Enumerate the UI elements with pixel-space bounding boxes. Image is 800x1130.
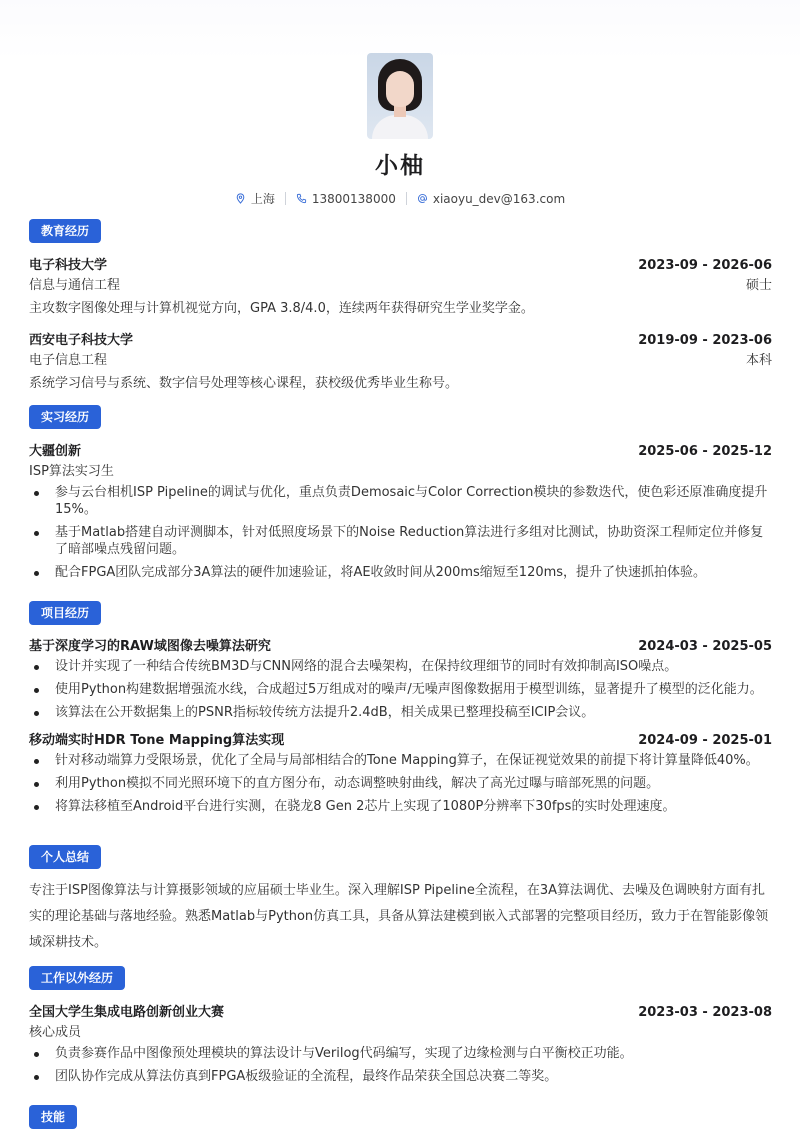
contact-location — [225, 190, 285, 207]
date-range: 2025-06 - 2025-12 — [638, 444, 772, 459]
location-text: 上海 — [250, 192, 275, 206]
education-section — [29, 219, 772, 394]
list-item: 利用Python模拟不同光照环境下的直方图分布，动态调整映射曲线，解决了高光过曝与暗部死黑的问题。 — [29, 775, 772, 792]
other-item — [29, 1001, 772, 1085]
location-icon — [235, 193, 246, 204]
candidate-name: 小柚 — [375, 153, 425, 179]
contact-info — [0, 190, 800, 207]
phone-icon — [296, 193, 307, 204]
school-name: 西安电子科技大学 — [29, 333, 134, 348]
email-text: xiaoyu_dev@163.com — [432, 191, 566, 206]
contact-email[interactable] — [407, 192, 575, 206]
section-title-internship: 实习经历 — [29, 405, 101, 429]
bullet-list — [29, 658, 772, 721]
project-item — [29, 635, 772, 721]
school-name: 电子科技大学 — [29, 258, 108, 273]
list-item: 该算法在公开数据集上的PSNR指标较传统方法提升2.4dB，相关成果已整理投稿至ICIP会议。 — [29, 704, 772, 721]
summary-text: 专注于ISP图像算法与计算摄影领域的应届硕士毕业生。深入理解ISP Pipeline全流程，在3A算法调优、去噪及色调映射方面有扎实的理论基础与落地经验。熟悉Matlab与Python仿真工具，具备从算法建模到嵌入式部署的完整项目经历，致力于在智能影像领域深耕技术。 — [29, 883, 769, 950]
list-item: 基于Matlab搭建自动评测脚本，针对低照度场景下的Noise Reduction算法进行多组对比测试，协助资深工程师定位并修复了暗部噪点残留问题。 — [29, 524, 772, 558]
resume-header — [0, 0, 800, 207]
section-title-projects: 项目经历 — [29, 601, 101, 625]
profile-photo — [367, 53, 433, 139]
date-range: 2024-09 - 2025-01 — [638, 733, 772, 748]
date-range: 2019-09 - 2023-06 — [638, 333, 772, 348]
list-item: 使用Python构建数据增强流水线，合成超过5万组成对的噪声/无噪声图像数据用于模型训练，显著提升了模型的泛化能力。 — [29, 681, 772, 698]
bullet-list — [29, 752, 772, 815]
education-description: 系统学习信号与系统、数字信号处理等核心课程，获校级优秀毕业生称号。 — [29, 376, 459, 391]
list-item: 将算法移植至Android平台进行实测，在骁龙8 Gen 2芯片上实现了1080P分辨率下30fps的实时处理速度。 — [29, 798, 772, 815]
list-item: 针对移动端算力受限场景，优化了全局与局部相结合的Tone Mapping算子，在保证视觉效果的前提下将计算量降低40%。 — [29, 752, 772, 769]
project-name: 基于深度学习的RAW域图像去噪算法研究 — [29, 639, 271, 654]
job-role: ISP算法实习生 — [29, 464, 114, 479]
phone-text: 13800138000 — [311, 191, 396, 206]
other-experience-section — [29, 966, 772, 1091]
list-item: 负责参赛作品中图像预处理模块的算法设计与Verilog代码编写，实现了边缘检测与白平衡校正功能。 — [29, 1045, 772, 1062]
summary-section — [29, 845, 772, 956]
education-description: 主攻数字图像处理与计算机视觉方向，GPA 3.8/4.0，连续两年获得研究生学业奖学金。 — [29, 301, 534, 316]
internship-section — [29, 405, 772, 587]
list-item: 团队协作完成从算法仿真到FPGA板级验证的全流程，最终作品荣获全国总决赛二等奖。 — [29, 1068, 772, 1085]
section-title-skills: 技能 — [29, 1105, 77, 1129]
project-item — [29, 729, 772, 815]
major: 电子信息工程 — [29, 353, 108, 368]
activity-name: 全国大学生集成电路创新创业大赛 — [29, 1005, 225, 1020]
date-range: 2023-09 - 2026-06 — [638, 258, 772, 273]
internship-item — [29, 440, 772, 581]
section-title-other: 工作以外经历 — [29, 966, 125, 990]
email-icon — [417, 193, 428, 204]
skills-section — [29, 1105, 772, 1129]
projects-section — [29, 601, 772, 821]
list-item: 设计并实现了一种结合传统BM3D与CNN网络的混合去噪架构，在保持纹理细节的同时有效抑制高ISO噪点。 — [29, 658, 772, 675]
company-name: 大疆创新 — [29, 444, 82, 459]
section-title-summary: 个人总结 — [29, 845, 101, 869]
project-name: 移动端实时HDR Tone Mapping算法实现 — [29, 733, 285, 748]
date-range: 2023-03 - 2023-08 — [638, 1005, 772, 1020]
date-range: 2024-03 - 2025-05 — [638, 639, 772, 654]
section-title-education: 教育经历 — [29, 219, 101, 243]
list-item: 参与云台相机ISP Pipeline的调试与优化，重点负责Demosaic与Color Correction模块的参数迭代，使色彩还原准确度提升15%。 — [29, 484, 772, 518]
education-item — [29, 254, 772, 319]
bullet-list — [29, 484, 772, 581]
bullet-list — [29, 1045, 772, 1085]
activity-role: 核心成员 — [29, 1025, 82, 1040]
degree: 硕士 — [745, 278, 772, 293]
education-item — [29, 329, 772, 394]
contact-phone[interactable] — [286, 192, 406, 206]
degree: 本科 — [745, 353, 772, 368]
major: 信息与通信工程 — [29, 278, 121, 293]
list-item: 配合FPGA团队完成部分3A算法的硬件加速验证，将AE收敛时间从200ms缩短至120ms，提升了快速抓拍体验。 — [29, 564, 772, 581]
